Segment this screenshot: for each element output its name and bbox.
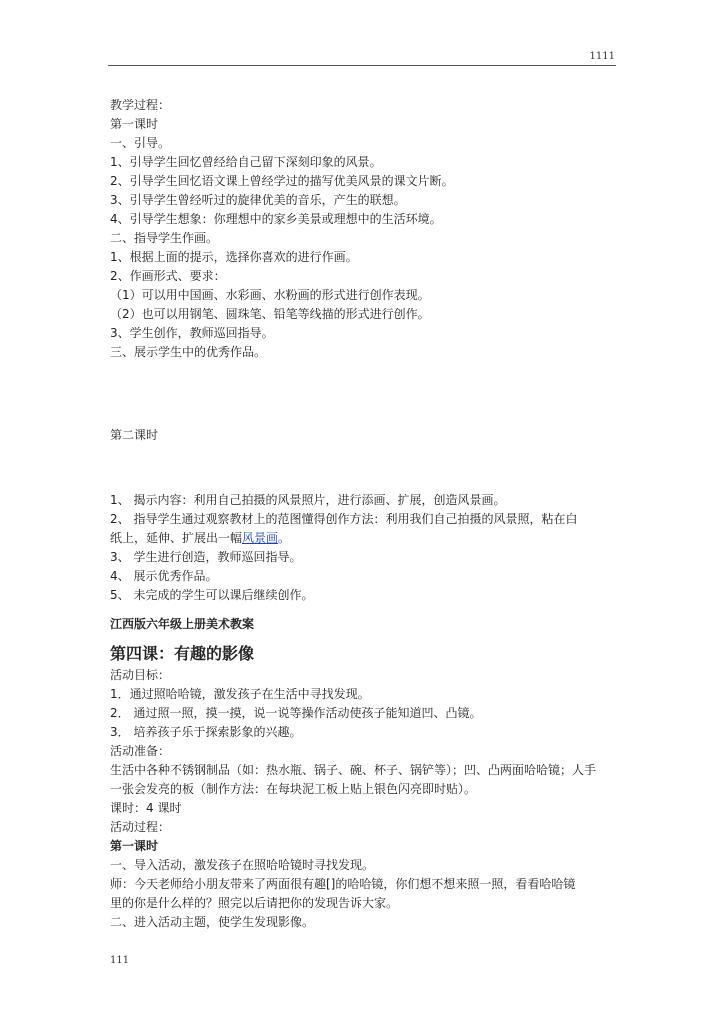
- document-body: [110, 96, 616, 932]
- text-line: （1）可以用中国画、水彩画、水粉画的形式进行创作表现。: [110, 288, 430, 302]
- text-line: 活动过程：: [110, 820, 171, 834]
- text-line: 一、引导。: [110, 136, 171, 150]
- text-line: 教学过程：: [110, 98, 171, 112]
- text-line: 二、指导学生作画。: [110, 231, 219, 245]
- section-heading: 江西版六年级上册美术教案: [110, 617, 255, 631]
- text-line: 4、 展示优秀作品。: [110, 569, 218, 583]
- text-line: 1、引导学生回忆曾经给自己留下深刻印象的风景。: [110, 155, 382, 169]
- text-line: 5、 未完成的学生可以课后继续创作。: [110, 588, 314, 602]
- text-line: 课时：4 课时: [110, 801, 182, 815]
- text-line: 1、根据上面的提示，选择你喜欢的进行作画。: [110, 250, 358, 264]
- text-fragment: 纸上，延伸、扩展出一幅: [110, 531, 243, 545]
- text-line: 活动准备：: [110, 744, 171, 758]
- text-line: 4、引导学生想象：你理想中的家乡美景或理想中的生活环境。: [110, 212, 442, 226]
- text-line: 1、 揭示内容：利用自己拍摄的风景照片，进行添画、扩展，创造风景画。: [110, 493, 506, 507]
- text-line: 2、作画形式、要求：: [110, 269, 226, 283]
- text-line: 2、 指导学生通过观察教材上的范图懂得创作方法：利用我们自己拍摄的风景照，粘在白: [110, 512, 578, 526]
- spacer: [110, 445, 616, 491]
- text-line: [110, 529, 616, 548]
- first-lesson-heading: 第一课时: [110, 839, 159, 853]
- text-fragment: 。: [278, 531, 291, 545]
- text-line: 师：今天老师给小朋友带来了两面很有趣[]的哈哈镜，你们想不想来照一照，看看哈哈镜: [110, 877, 576, 891]
- spacer: [110, 362, 616, 408]
- text-line: 3、 学生进行创造，教师巡回指导。: [110, 550, 302, 564]
- header-page-number: 1111: [589, 51, 615, 62]
- header-divider: [108, 65, 616, 66]
- text-line: 二、进入活动主题，使学生发现影像。: [110, 915, 315, 929]
- text-line: 2、引导学生回忆语文课上曾经学过的描写优美风景的课文片断。: [110, 174, 454, 188]
- text-line: 活动目标：: [110, 668, 171, 682]
- second-lesson-title: 第二课时: [110, 428, 159, 442]
- text-line: 一、导入活动，激发孩子在照哈哈镜时寻找发现。: [110, 858, 375, 872]
- text-line: 1．通过照哈哈镜，激发孩子在生活中寻找发现。: [110, 687, 370, 701]
- text-line: 生活中各种不锈钢制品（如：热水瓶、锅子、碗、杯子、锅铲等）；凹、凸两面哈哈镜；人手: [110, 763, 597, 777]
- text-line: 三、展示学生中的优秀作品。: [110, 345, 267, 359]
- text-line: 3． 培养孩子乐于探索影象的兴趣。: [110, 725, 302, 739]
- text-line: （2）也可以用钢笔、圆珠笔、铅笔等线描的形式进行创作。: [110, 307, 430, 321]
- spacer: [110, 605, 616, 615]
- text-line: 3、引导学生曾经听过的旋律优美的音乐，产生的联想。: [110, 193, 406, 207]
- text-line: 一张会发亮的板（制作方法：在每块泥工板上贴上银色闪亮即时贴）。: [110, 782, 477, 796]
- text-line: 3、学生创作，教师巡回指导。: [110, 326, 274, 340]
- text-line: 第一课时: [110, 117, 159, 131]
- lesson-title: 第四课：有趣的影像: [110, 644, 255, 663]
- footer-page-number: 111: [110, 955, 130, 966]
- text-line: 2． 通过照一照，摸一摸，说一说等操作活动使孩子能知道凹、凸镜。: [110, 706, 482, 720]
- text-line: 里的你是什么样的？照完以后请把你的发现告诉大家。: [110, 896, 399, 910]
- landscape-painting-link[interactable]: 风景画: [242, 531, 279, 545]
